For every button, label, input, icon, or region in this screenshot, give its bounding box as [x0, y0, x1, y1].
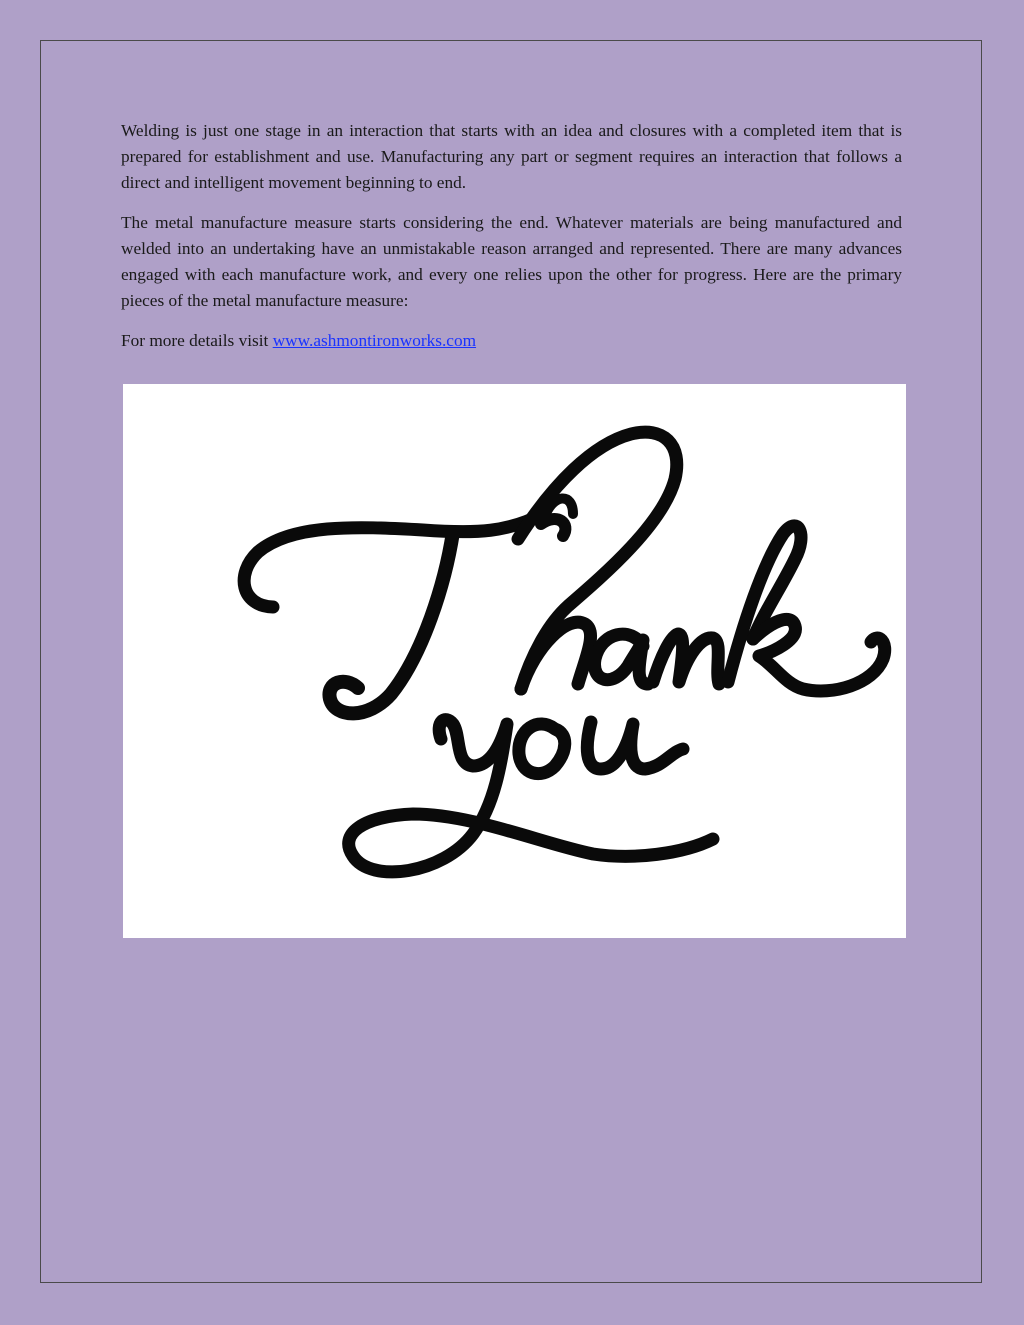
paragraph-metal-manufacture: The metal manufacture measure starts considering the end. Whatever materials are being manufactured and welded into an undertaking have an unmistakable reason arranged and represented. There are many advances engaged with each manufacture work, and every one relies upon the other for progress. Here are the primary pieces of the metal manufacture measure: — [121, 213, 902, 310]
website-link[interactable]: www.ashmontironworks.com — [272, 331, 477, 350]
thank-you-lettering — [123, 384, 906, 938]
paragraph-welding: Welding is just one stage in an interaction that starts with an idea and closures with a completed item that is prepared for establishment and use. Manufacturing any part or segment requires an interaction that follows a direct and intelligent movement beginning to end. — [121, 121, 902, 192]
more-details-line — [121, 328, 902, 354]
thank-you-image — [123, 384, 906, 938]
document-body — [121, 118, 902, 368]
more-details-label: For more details visit — [121, 331, 273, 350]
